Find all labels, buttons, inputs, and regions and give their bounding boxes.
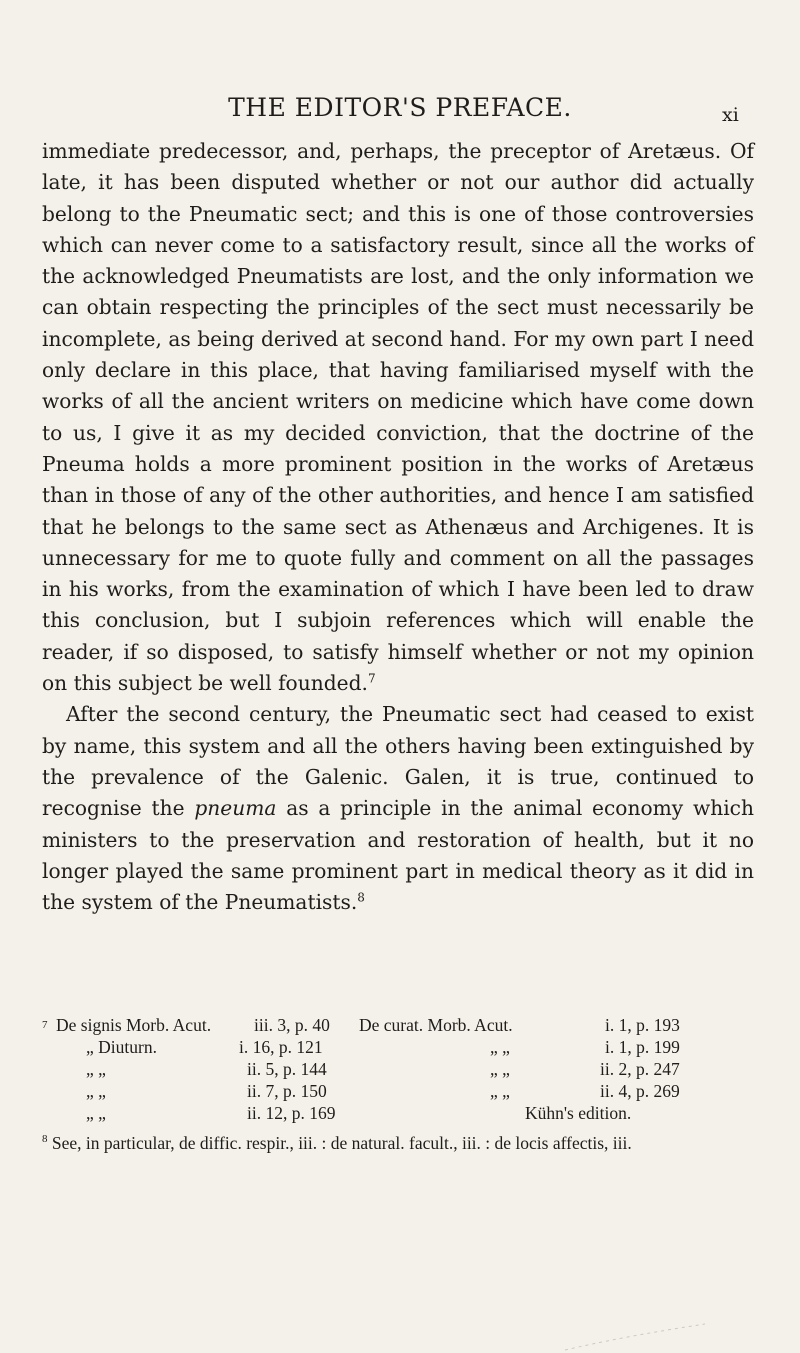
footnote-7-marker: 7 bbox=[42, 1019, 48, 1031]
note7-right-title: De curat. Morb. Acut. bbox=[359, 1015, 513, 1035]
paragraph-2-text-a: After the second century, the Pneumatic sect had ceased to exist by name, this system and all the others having been extinguished by the prevalence of the Galenic. Galen, it is true, continued to recognise the bbox=[42, 702, 754, 821]
footnote-7-row bbox=[42, 1058, 754, 1080]
paragraph-1-text: immediate predecessor, and, perhaps, the preceptor of Aretæus. Of late, it has been disputed whether or not our author did actually belong to the Pneumatic sect; and this is one of those controversies which can never come to a satisfactory result, since all the works of the acknowledged Pneumatists are lost, and the only information we can obtain respecting the principles of the sect must necessarily be incomplete, as being derived at second hand. For my own part I need only declare in this place, that having familiarised myself with the works of all the ancient writers on medicine which have come down to us, I give it as my decided conviction, that the doctrine of the Pneuma holds a more prominent position in the works of Aretæus than in those of any of the other authorities, and hence I am satisfied that he belongs to the same sect as Athenæus and Archigenes. It is unnecessary for me to quote fully and comment on all the passages in his works, from the examination of which I have been led to draw this conclusion, but I subjoin references which will enable the reader, if so disposed, to satisfy himself whether or not my opinion on this subject be well founded. bbox=[42, 139, 754, 696]
note7-right-ref: ii. 4, p. 269 bbox=[600, 1081, 680, 1101]
running-header: THE EDITOR'S PREFACE. bbox=[228, 93, 572, 122]
ink-smudge-mark bbox=[560, 1322, 710, 1352]
page-number: xi bbox=[722, 104, 739, 126]
footnote-8 bbox=[42, 1128, 754, 1154]
note7-left-ref: ii. 5, p. 144 bbox=[247, 1059, 327, 1079]
note7-left-title: De signis Morb. Acut. bbox=[56, 1015, 212, 1035]
footnote-7-row bbox=[42, 1036, 754, 1058]
footnote-7-row bbox=[42, 1014, 754, 1036]
note7-right-title: „ „ bbox=[490, 1059, 510, 1079]
paragraph-1 bbox=[42, 136, 754, 699]
note7-left-ref: iii. 3, p. 40 bbox=[254, 1015, 330, 1035]
note7-right-ref: i. 1, p. 193 bbox=[605, 1015, 680, 1035]
footnote-7-row bbox=[42, 1102, 754, 1124]
note7-left-title: „ „ bbox=[86, 1081, 106, 1101]
note7-left-ref: ii. 7, p. 150 bbox=[247, 1081, 327, 1101]
footnote-8-marker: 8 bbox=[42, 1133, 48, 1145]
body-text bbox=[42, 136, 754, 918]
paragraph-2 bbox=[42, 699, 754, 918]
note7-right-title: „ „ bbox=[490, 1037, 510, 1057]
note7-left-title: „ „ bbox=[86, 1103, 106, 1123]
italic-term-pneuma: pneuma bbox=[194, 796, 277, 821]
note7-right-ref: i. 1, p. 199 bbox=[605, 1037, 680, 1057]
footnote-7-row bbox=[42, 1080, 754, 1102]
note7-left-title: „ Diuturn. bbox=[86, 1037, 157, 1057]
note7-right-ref: ii. 2, p. 247 bbox=[600, 1059, 680, 1079]
note7-right-title: „ „ bbox=[490, 1081, 510, 1101]
note7-left-ref: ii. 12, p. 169 bbox=[247, 1103, 336, 1123]
footnotes bbox=[42, 1014, 754, 1154]
footnote-ref-8: 8 bbox=[357, 890, 365, 905]
footnote-8-text: See, in particular, de diffic. respir., iii. : de natural. facult., iii. : de locis affectis, iii. bbox=[51, 1132, 632, 1153]
note7-left-ref: i. 16, p. 121 bbox=[239, 1037, 323, 1057]
note7-left-title: „ „ bbox=[86, 1059, 106, 1079]
footnote-ref-7: 7 bbox=[367, 671, 376, 686]
note7-edition-label: Kühn's edition. bbox=[525, 1103, 632, 1123]
paragraph-2-text-b: as a principle in the animal economy which ministers to the preservation and restoration of health, but it no longer played the same prominent part in medical theory as it did in the system of the Pneumatists. bbox=[42, 796, 754, 915]
